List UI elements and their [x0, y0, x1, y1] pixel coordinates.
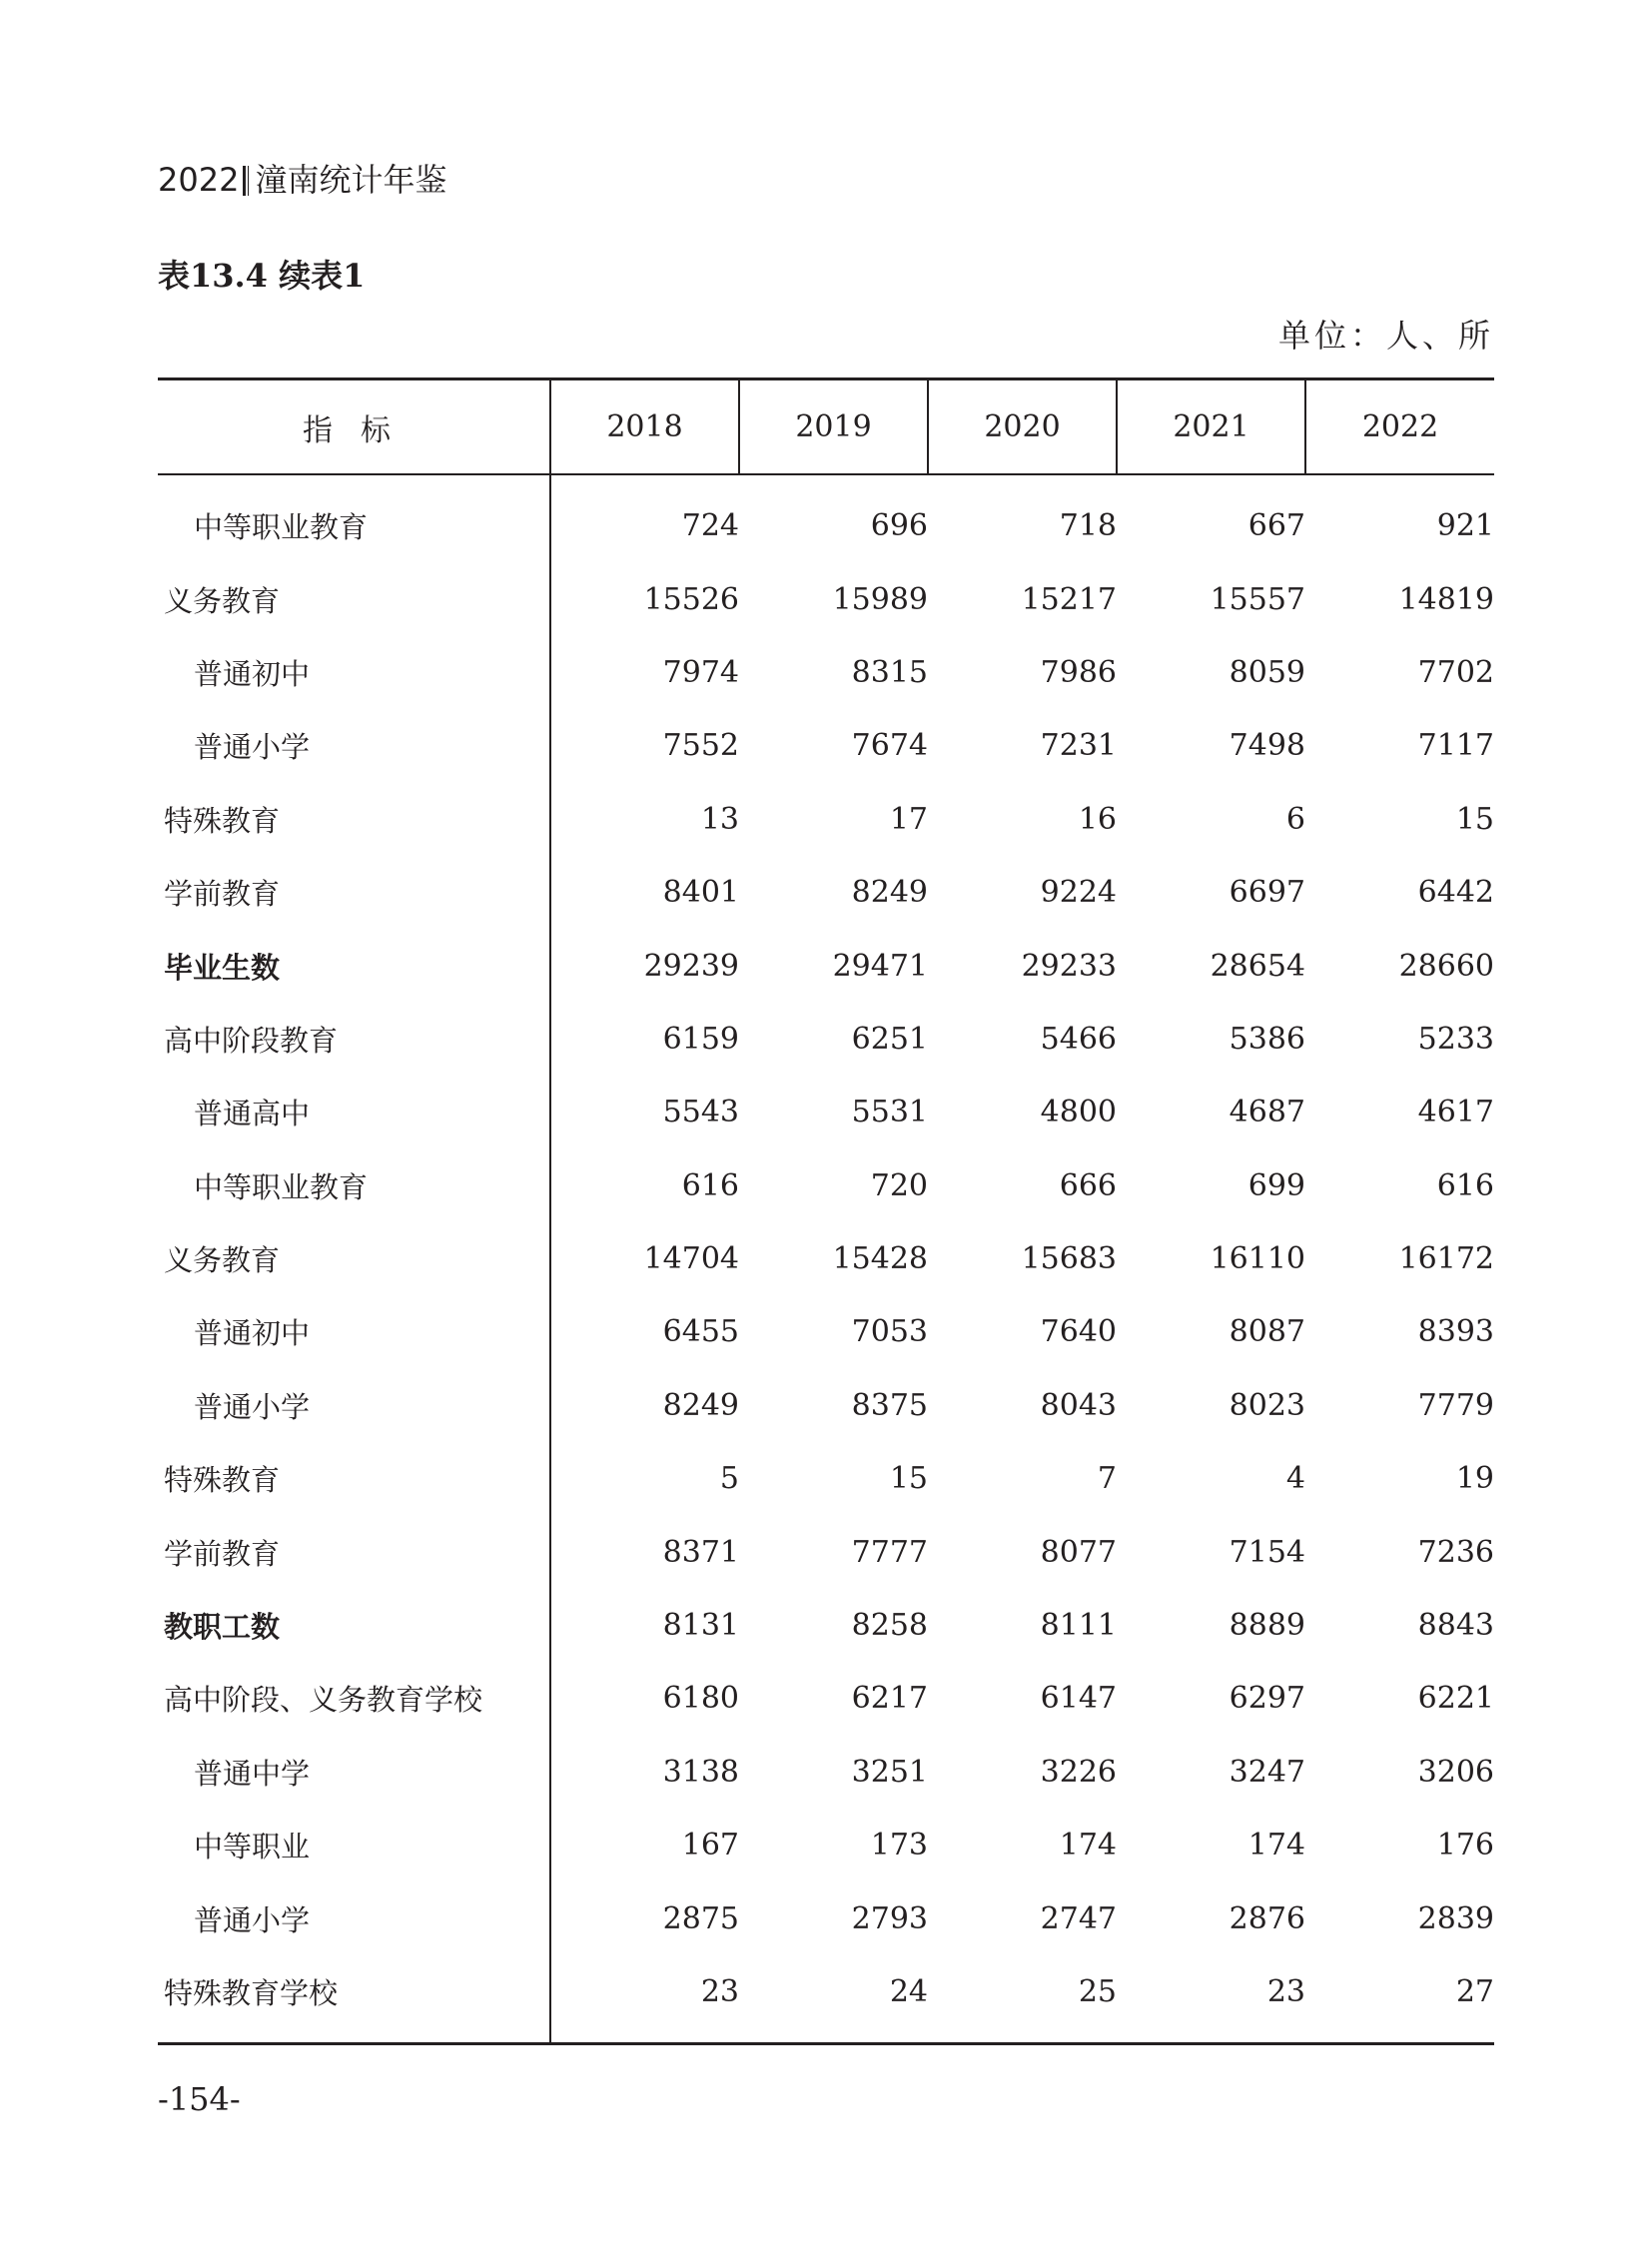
value-cell: 23: [550, 1955, 739, 2044]
running-head-separator: [243, 166, 249, 196]
value-cell: 6455: [662, 1314, 739, 1350]
value-cell: 7053: [851, 1314, 928, 1350]
value-cell: 176: [1436, 1828, 1494, 1864]
value-cell: 13: [700, 801, 739, 837]
value-cell: 8131: [662, 1608, 739, 1644]
value-cell: 5233: [1417, 1021, 1494, 1057]
table-row: [158, 1662, 1494, 1735]
value-cell: 8375: [851, 1387, 928, 1423]
table-row: [158, 636, 1494, 709]
value-cell: 718: [1059, 508, 1117, 544]
value-cell: 24: [739, 1955, 928, 2044]
value-cell: 6697: [1229, 875, 1305, 911]
value-cell: 8371: [662, 1534, 739, 1570]
running-head: [158, 160, 446, 200]
table-row: [158, 1881, 1494, 1954]
value-cell: 27: [1305, 1955, 1494, 2044]
row-label: 普通小学: [158, 1369, 550, 1442]
value-cell: 8249: [662, 1387, 739, 1423]
value-cell: 8258: [851, 1608, 928, 1644]
value-cell: 7236: [1417, 1534, 1494, 1570]
table-row: [158, 1589, 1494, 1662]
value-cell: 4800: [1040, 1095, 1117, 1130]
value-cell: 15217: [1021, 581, 1117, 617]
value-cell: 4617: [1417, 1095, 1494, 1130]
value-cell: 8043: [1040, 1387, 1117, 1423]
value-cell: 6297: [1229, 1681, 1305, 1717]
value-cell: 8087: [1229, 1314, 1305, 1350]
value-cell: 8401: [662, 875, 739, 911]
value-cell: 666: [1059, 1167, 1117, 1203]
table-row: [158, 1442, 1494, 1515]
row-label: 高中阶段、义务教育学校: [158, 1662, 550, 1735]
value-cell: 15526: [643, 581, 739, 617]
value-cell: 7: [1097, 1461, 1117, 1497]
value-cell: 9224: [1040, 875, 1117, 911]
value-cell: 7231: [1040, 728, 1117, 764]
table-row: [158, 1736, 1494, 1809]
table-row: [158, 929, 1494, 1002]
value-cell: 8393: [1417, 1314, 1494, 1350]
table-header-row: [158, 379, 1494, 475]
row-label: 中等职业教育: [158, 1149, 550, 1222]
table-row: [158, 1955, 1494, 2044]
row-label: 普通初中: [158, 1295, 550, 1368]
table-row: [158, 1809, 1494, 1881]
table-row: [158, 1003, 1494, 1076]
value-cell: 7498: [1229, 728, 1305, 764]
running-head-title: 潼南统计年鉴: [255, 161, 447, 199]
table-row: [158, 562, 1494, 635]
indicator-header: 指标: [158, 379, 550, 475]
value-cell: 29471: [832, 948, 928, 984]
value-cell: 29239: [643, 948, 739, 984]
value-cell: 7974: [662, 654, 739, 690]
table-row: [158, 856, 1494, 929]
value-cell: 3247: [1229, 1754, 1305, 1790]
value-cell: 616: [681, 1167, 739, 1203]
year-header: 2022: [1305, 379, 1494, 475]
statistics-table: [158, 377, 1494, 2045]
value-cell: 8023: [1229, 1387, 1305, 1423]
value-cell: 3138: [662, 1754, 739, 1790]
row-label: 中等职业教育: [158, 474, 550, 562]
value-cell: 7779: [1417, 1387, 1494, 1423]
value-cell: 8077: [1040, 1534, 1117, 1570]
value-cell: 17: [889, 801, 928, 837]
value-cell: 15428: [832, 1241, 928, 1277]
value-cell: 5: [719, 1461, 739, 1497]
value-cell: 3206: [1417, 1754, 1494, 1790]
value-cell: 5543: [662, 1095, 739, 1130]
value-cell: 167: [681, 1828, 739, 1864]
value-cell: 7674: [851, 728, 928, 764]
value-cell: 28660: [1398, 948, 1494, 984]
table-body: [158, 474, 1494, 2044]
row-label: 毕业生数: [158, 929, 550, 1002]
value-cell: 6221: [1417, 1681, 1494, 1717]
table-row: [158, 1076, 1494, 1148]
value-cell: 2747: [1040, 1900, 1117, 1936]
table-title: 表13.4 续表1: [158, 257, 366, 295]
row-label: 普通初中: [158, 636, 550, 709]
row-label: 特殊教育: [158, 783, 550, 856]
value-cell: 19: [1455, 1461, 1494, 1497]
value-cell: 14819: [1398, 581, 1494, 617]
year-header: 2019: [739, 379, 928, 475]
table-row: [158, 1515, 1494, 1588]
table-row: [158, 709, 1494, 782]
value-cell: 6251: [851, 1021, 928, 1057]
row-label: 普通高中: [158, 1076, 550, 1148]
table-row: [158, 1295, 1494, 1368]
value-cell: 3251: [851, 1754, 928, 1790]
value-cell: 7777: [851, 1534, 928, 1570]
value-cell: 174: [1059, 1828, 1117, 1864]
row-label: 特殊教育: [158, 1442, 550, 1515]
value-cell: 2793: [851, 1900, 928, 1936]
value-cell: 699: [1247, 1167, 1305, 1203]
value-cell: 7154: [1229, 1534, 1305, 1570]
table-row: [158, 1369, 1494, 1442]
value-cell: 14704: [643, 1241, 739, 1277]
table-row: [158, 474, 1494, 562]
row-label: 普通中学: [158, 1736, 550, 1809]
table-row: [158, 1149, 1494, 1222]
value-cell: 616: [1436, 1167, 1494, 1203]
value-cell: 6217: [851, 1681, 928, 1717]
value-cell: 174: [1247, 1828, 1305, 1864]
value-cell: 8059: [1229, 654, 1305, 690]
value-cell: 7702: [1417, 654, 1494, 690]
value-cell: 6: [1285, 801, 1305, 837]
unit-label: 单位：人、所: [1277, 317, 1494, 355]
value-cell: 696: [870, 508, 928, 544]
row-label: 学前教育: [158, 1515, 550, 1588]
value-cell: 29233: [1021, 948, 1117, 984]
row-label: 义务教育: [158, 562, 550, 635]
value-cell: 7552: [662, 728, 739, 764]
value-cell: 2875: [662, 1900, 739, 1936]
value-cell: 15: [889, 1461, 928, 1497]
row-label: 学前教育: [158, 856, 550, 929]
value-cell: 7640: [1040, 1314, 1117, 1350]
value-cell: 15683: [1021, 1241, 1117, 1277]
value-cell: 720: [870, 1167, 928, 1203]
value-cell: 28654: [1210, 948, 1305, 984]
value-cell: 16110: [1210, 1241, 1305, 1277]
value-cell: 5531: [851, 1095, 928, 1130]
row-label: 普通小学: [158, 1881, 550, 1954]
value-cell: 5466: [1040, 1021, 1117, 1057]
value-cell: 4: [1285, 1461, 1305, 1497]
value-cell: 4687: [1229, 1095, 1305, 1130]
value-cell: 667: [1247, 508, 1305, 544]
value-cell: 6159: [662, 1021, 739, 1057]
value-cell: 7117: [1417, 728, 1494, 764]
value-cell: 6442: [1417, 875, 1494, 911]
value-cell: 8111: [1040, 1608, 1117, 1644]
row-label: 普通小学: [158, 709, 550, 782]
year-header: 2020: [928, 379, 1117, 475]
value-cell: 6147: [1040, 1681, 1117, 1717]
row-label: 特殊教育学校: [158, 1955, 550, 2044]
value-cell: 25: [928, 1955, 1117, 2044]
row-label: 义务教育: [158, 1222, 550, 1295]
value-cell: 921: [1436, 508, 1494, 544]
table-row: [158, 783, 1494, 856]
value-cell: 15989: [832, 581, 928, 617]
value-cell: 5386: [1229, 1021, 1305, 1057]
year-header: 2021: [1117, 379, 1305, 475]
row-label: 中等职业: [158, 1809, 550, 1881]
value-cell: 8315: [851, 654, 928, 690]
year-header: 2018: [550, 379, 739, 475]
value-cell: 7986: [1040, 654, 1117, 690]
row-label: 教职工数: [158, 1589, 550, 1662]
value-cell: 15: [1455, 801, 1494, 837]
value-cell: 6180: [662, 1681, 739, 1717]
value-cell: 16172: [1398, 1241, 1494, 1277]
running-head-year: 2022: [158, 161, 240, 199]
value-cell: 8843: [1417, 1608, 1494, 1644]
value-cell: 16: [1078, 801, 1117, 837]
value-cell: 23: [1117, 1955, 1305, 2044]
value-cell: 15557: [1210, 581, 1305, 617]
row-label: 高中阶段教育: [158, 1003, 550, 1076]
value-cell: 3226: [1040, 1754, 1117, 1790]
value-cell: 8249: [851, 875, 928, 911]
value-cell: 2876: [1229, 1900, 1305, 1936]
value-cell: 8889: [1229, 1608, 1305, 1644]
value-cell: 724: [681, 508, 739, 544]
table-row: [158, 1222, 1494, 1295]
page-number: -154-: [158, 2080, 241, 2118]
value-cell: 173: [870, 1828, 928, 1864]
value-cell: 2839: [1417, 1900, 1494, 1936]
